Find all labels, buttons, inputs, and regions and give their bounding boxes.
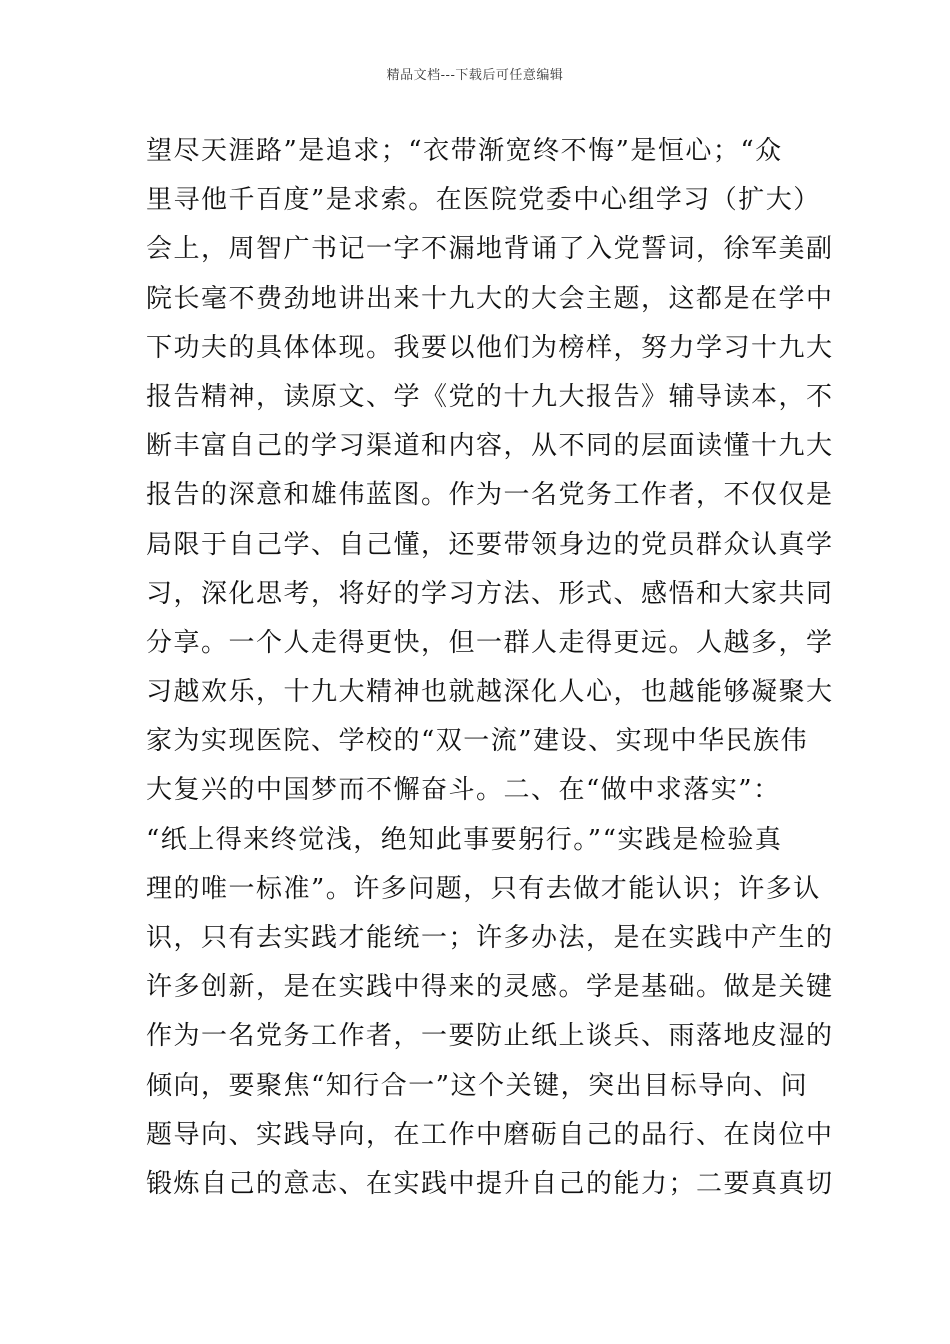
text-line: 作为一名党务工作者，一要防止纸上谈兵、雨落地皮湿的 xyxy=(146,1021,834,1052)
text-line: 倾向，要聚焦“知行合一”这个关键，突出目标导向、问 xyxy=(146,1070,809,1101)
text-line: 许多创新，是在实践中得来的灵感。学是基础。做是关键 xyxy=(146,972,834,1003)
text-line: 会上，周智广书记一字不漏地背诵了入党誓词，徐军美副 xyxy=(146,234,834,265)
text-line: 报告的深意和雄伟蓝图。作为一名党务工作者，不仅仅是 xyxy=(146,480,834,511)
text-line: 识，只有去实践才能统一；许多办法，是在实践中产生的 xyxy=(146,923,834,953)
body-text xyxy=(146,127,834,1209)
text-line: 断丰富自己的学习渠道和内容，从不同的层面读懂十九大 xyxy=(146,431,834,462)
text-line: 习越欢乐，十九大精神也就越深化人心，也越能够凝聚大 xyxy=(146,677,834,708)
text-line: 院长毫不费劲地讲出来十九大的大会主题，这都是在学中 xyxy=(146,283,834,314)
text-line: 锻炼自己的意志、在实践中提升自己的能力；二要真真切 xyxy=(146,1168,834,1199)
text-line: 报告精神，读原文、学《党的十九大报告》辅导读本，不 xyxy=(146,381,834,412)
text-line: 分享。一个人走得更快，但一群人走得更远。人越多，学 xyxy=(146,627,834,658)
page-header: 精品文档---下载后可任意编辑 xyxy=(386,68,564,83)
text-line: 大复兴的中国梦而不懈奋斗。二、在“做中求落实”： xyxy=(146,775,781,806)
text-line: 题导向、实践导向，在工作中磨砺自己的品行、在岗位中 xyxy=(146,1119,834,1150)
text-line: 局限于自己学、自己懂，还要带领身边的党员群众认真学 xyxy=(146,529,834,560)
text-line: 下功夫的具体体现。我要以他们为榜样，努力学习十九大 xyxy=(146,332,834,363)
text-line: 里寻他千百度”是求索。在医院党委中心组学习（扩大） xyxy=(146,185,821,216)
text-line: 望尽天涯路”是追求；“衣带渐宽终不悔”是恒心；“众 xyxy=(146,136,783,166)
text-line: “纸上得来终觉浅，绝知此事要躬行。”“实践是检验真 xyxy=(146,824,783,855)
text-line: 习，深化思考，将好的学习方法、形式、感悟和大家共同 xyxy=(146,578,834,609)
text-line: 家为实现医院、学校的“双一流”建设、实现中华民族伟 xyxy=(146,726,809,757)
text-line: 理的唯一标准”。许多问题，只有去做才能认识；许多认 xyxy=(146,873,821,904)
